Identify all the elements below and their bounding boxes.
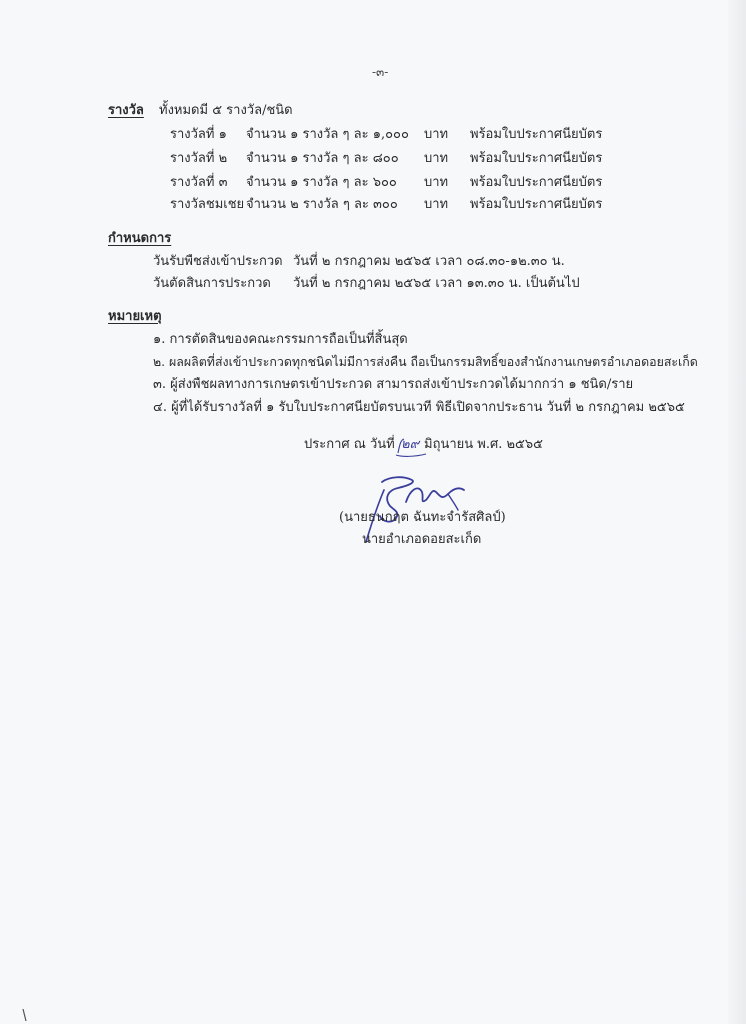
prize-unit: บาท <box>424 197 449 212</box>
prizes-summary: ทั้งหมดมี ๕ รางวัล/ชนิด <box>159 103 293 118</box>
remark-item: ๒. ผลผลิตที่ส่งเข้าประกวดทุกชนิดไม่มีการส่งคืน ถือเป็นกรรมสิทธิ์ของสำนักงานเกษตรอำเภอดอยสะเก็ด <box>153 354 698 369</box>
page-number: -๓- <box>372 65 389 79</box>
announcement-prefix: ประกาศ ณ วันที่ <box>304 437 395 452</box>
handwritten-date-underline-icon <box>392 437 430 459</box>
prize-unit: บาท <box>424 151 449 166</box>
scan-mark-icon <box>20 1008 32 1022</box>
prize-count: จำนวน ๑ รางวัล ๆ ละ ๑,๐๐๐ <box>246 127 409 142</box>
prize-note: พร้อมใบประกาศนียบัตร <box>470 151 603 166</box>
prize-name: รางวัลชมเชย <box>170 197 245 212</box>
schedule-value: วันที่ ๒ กรกฎาคม ๒๕๖๕ เวลา ๐๘.๓๐-๑๒.๓๐ น. <box>293 254 565 269</box>
prize-count: จำนวน ๒ รางวัล ๆ ละ ๓๐๐ <box>246 197 398 212</box>
signatory-name: (นายธนกฤต ฉันทะจำรัสศิลป์) <box>339 510 506 525</box>
schedule-label: วันตัดสินการประกวด <box>153 276 271 291</box>
remark-item: ๑. การตัดสินของคณะกรรมการถือเป็นที่สิ้นสุด <box>153 332 408 347</box>
prizes-heading: รางวัล <box>108 103 144 118</box>
signatory-position: นายอำเภอดอยสะเก็ด <box>362 532 482 547</box>
announcement-day: ๒๙ <box>401 437 420 452</box>
schedule-value: วันที่ ๒ กรกฎาคม ๒๕๖๕ เวลา ๑๓.๓๐ น. เป็นต้นไป <box>293 276 580 291</box>
prize-name: รางวัลที่ ๑ <box>170 127 227 142</box>
remark-item: ๓. ผู้ส่งพืชผลทางการเกษตรเข้าประกวด สามารถส่งเข้าประกวดได้มากกว่า ๑ ชนิด/ราย <box>153 377 634 392</box>
remarks-heading: หมายเหตุ <box>108 309 162 324</box>
prize-name: รางวัลที่ ๓ <box>170 175 228 190</box>
prize-count: จำนวน ๑ รางวัล ๆ ละ ๘๐๐ <box>246 151 399 166</box>
prize-note: พร้อมใบประกาศนียบัตร <box>470 197 603 212</box>
schedule-label: วันรับพืชส่งเข้าประกวด <box>153 254 283 269</box>
prize-note: พร้อมใบประกาศนียบัตร <box>470 175 603 190</box>
prize-unit: บาท <box>424 127 449 142</box>
prize-unit: บาท <box>424 175 449 190</box>
prize-count: จำนวน ๑ รางวัล ๆ ละ ๖๐๐ <box>246 175 397 190</box>
remark-item: ๔. ผู้ที่ได้รับรางวัลที่ ๑ รับใบประกาศนียบัตรบนเวที พิธีเปิดจากประธาน วันที่ ๒ กรกฎาคม ๒๕๖๕ <box>153 400 685 415</box>
announcement-suffix: มิถุนายน พ.ศ. ๒๕๖๕ <box>424 437 543 452</box>
schedule-heading: กำหนดการ <box>108 231 172 246</box>
prize-name: รางวัลที่ ๒ <box>170 151 228 166</box>
prize-note: พร้อมใบประกาศนียบัตร <box>470 127 603 142</box>
